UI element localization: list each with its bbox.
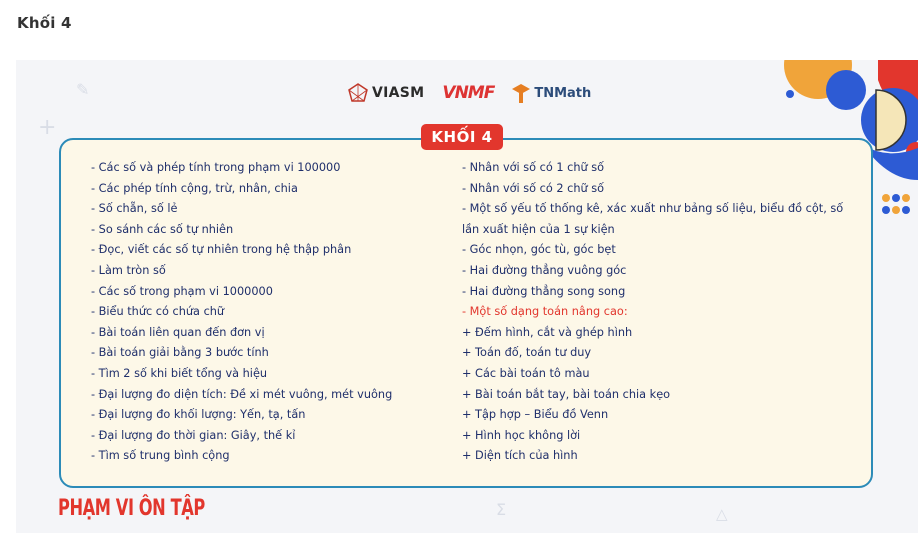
page-heading: Khối 4	[17, 14, 72, 32]
list-item: lần xuất hiện của 1 sự kiện	[462, 222, 615, 236]
doodle-triangle-icon: △	[716, 505, 728, 523]
list-item: - Một số yếu tố thống kê, xác xuất như bảng số liệu, biểu đồ cột, số	[462, 202, 844, 216]
list-item: + Tập hợp – Biểu đồ Venn	[462, 408, 609, 422]
right-topics-list	[462, 158, 862, 467]
list-item: - Làm tròn số	[91, 263, 166, 277]
grade-badge: KHỐI 4	[421, 124, 503, 150]
logo-vnmf	[442, 83, 494, 103]
list-item: - Bài toán giải bằng 3 bước tính	[91, 346, 269, 360]
slide-image	[16, 60, 918, 533]
list-item: + Đếm hình, cắt và ghép hình	[462, 325, 633, 339]
vnmf-logo-text: VNMF	[442, 83, 495, 103]
viasm-logo-icon	[348, 83, 368, 103]
list-item: - Đại lượng đo thời gian: Giây, thế kỉ	[91, 428, 296, 442]
list-item: + Hình học không lời	[462, 428, 581, 442]
tnmath-logo-text: TNMath	[534, 85, 592, 101]
list-item: - Số chẵn, số lẻ	[91, 202, 178, 216]
tnmath-graduation-icon	[512, 82, 530, 104]
list-item: - Các số và phép tính trong phạm vi 100000	[91, 161, 341, 174]
list-item: - So sánh các số tự nhiên	[91, 222, 234, 236]
left-topics-list	[91, 158, 451, 467]
list-item: - Các phép tính cộng, trừ, nhân, chia	[91, 181, 298, 195]
viasm-logo-text: VIASM	[372, 85, 425, 101]
list-item: - Đại lượng đo khối lượng: Yến, tạ, tấn	[91, 408, 306, 422]
review-scope-title: PHẠM VI ÔN TẬP	[58, 496, 205, 521]
list-item: - Tìm 2 số khi biết tổng và hiệu	[91, 366, 268, 380]
advanced-topics-heading: - Một số dạng toán nâng cao:	[462, 305, 628, 319]
doodle-plus-icon: +	[38, 115, 57, 140]
list-item: - Các số trong phạm vi 1000000	[91, 284, 273, 298]
logo-viasm	[348, 83, 424, 103]
list-item: + Các bài toán tô màu	[462, 366, 590, 380]
list-item: - Bài toán liên quan đến đơn vị	[91, 325, 265, 339]
list-item: - Tìm số trung bình cộng	[91, 449, 230, 463]
partner-logos	[348, 78, 591, 108]
list-item: - Nhân với số có 1 chữ số	[462, 161, 605, 174]
doodle-sigma-icon: Σ	[496, 500, 507, 519]
list-item: - Hai đường thẳng vuông góc	[462, 263, 627, 277]
list-item: + Toán đố, toán tư duy	[462, 346, 592, 360]
list-item: - Biểu thức có chứa chữ	[91, 305, 225, 319]
list-item: - Đọc, viết các số tự nhiên trong hệ thập phân	[91, 243, 352, 257]
list-item: + Diện tích của hình	[462, 449, 578, 463]
list-item: - Góc nhọn, góc tù, góc bẹt	[462, 243, 616, 257]
list-item: - Nhân với số có 2 chữ số	[462, 181, 605, 195]
logo-tnmath	[512, 82, 591, 104]
doodle-pencil-icon: ✎	[76, 80, 90, 99]
list-item: - Hai đường thẳng song song	[462, 284, 626, 298]
list-item: + Bài toán bắt tay, bài toán chia kẹo	[462, 387, 671, 401]
list-item: - Đại lượng đo diện tích: Đề xi mét vuông, mét vuông	[91, 387, 393, 401]
